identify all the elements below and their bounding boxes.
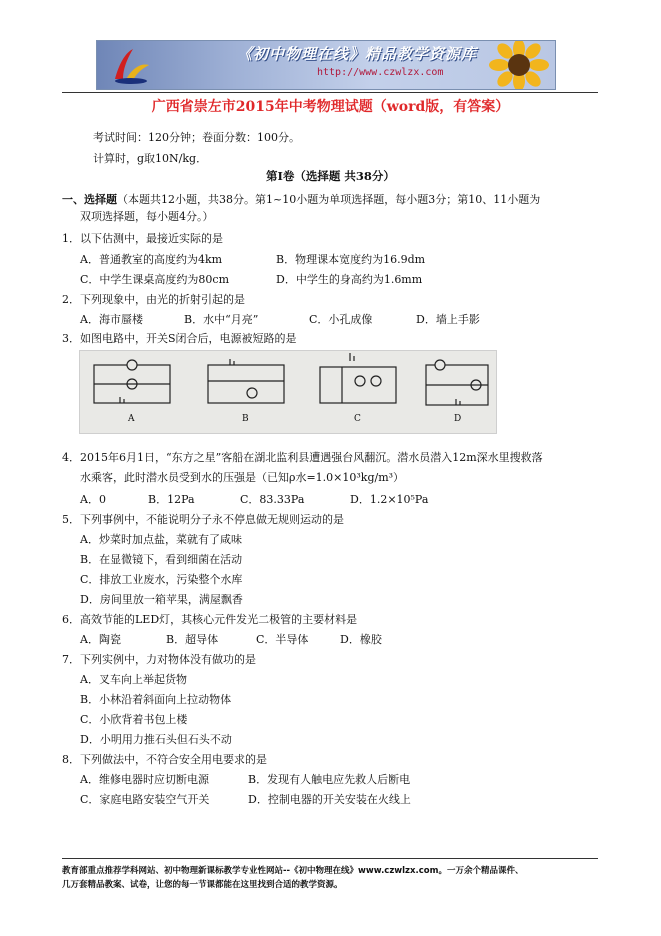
q7-option-b: B．小林沿着斜面向上拉动物体 (80, 693, 232, 706)
question-3-stem: 3．如图电路中，开关S闭合后，电源被短路的是 (62, 332, 297, 345)
q6-option-b: B．超导体 (166, 633, 219, 646)
q4-option-b: B．12Pa (148, 493, 195, 506)
q6-option-c: C．半导体 (256, 633, 309, 646)
banner-url: http://www.czwlzx.com (317, 67, 444, 78)
sunflower-icon (487, 41, 551, 89)
q4-option-c: C．83.33Pa (240, 493, 305, 506)
q7-option-a: A．叉车向上举起货物 (80, 673, 187, 686)
banner-title: 《初中物理在线》精品教学资源库 (237, 45, 478, 63)
q1-option-d: D．中学生的身高约为1.6mm (276, 273, 423, 286)
site-logo-icon (111, 47, 151, 85)
question-6-stem: 6．高效节能的LED灯，其核心元件发光二极管的主要材料是 (62, 613, 358, 626)
q5-option-a: A．炒菜时加点盐，菜就有了咸味 (80, 533, 242, 546)
circuit-label-c: C (354, 414, 361, 424)
circuit-label-b: B (242, 414, 249, 424)
header-banner (96, 40, 556, 90)
footer-divider (62, 858, 598, 859)
q7-option-c: C．小欣背着书包上楼 (80, 713, 188, 726)
section-title: 第Ⅰ卷（选择题 共38分） (266, 169, 395, 183)
circuit-diagrams (79, 350, 497, 434)
footer-line-2: 几万套精品教案、试卷，让您的每一节课都能在这里找到合适的教学资源。 (62, 880, 343, 890)
question-7-stem: 7．下列实例中，力对物体没有做功的是 (62, 653, 256, 666)
q1-option-a: A．普通教室的高度约为4km (80, 253, 223, 266)
part1-head: 一、选择题 (62, 193, 117, 206)
q8-option-c: C．家庭电路安装空气开关 (80, 793, 210, 806)
part1-desc (62, 191, 540, 207)
q5-option-c: C．排放工业废水，污染整个水库 (80, 573, 243, 586)
q2-option-c: C．小孔成像 (309, 313, 373, 326)
question-5-stem: 5．下列事例中，不能说明分子永不停息做无规则运动的是 (62, 513, 344, 526)
q5-option-b: B．在显微镜下，看到细菌在活动 (80, 553, 243, 566)
question-8-stem: 8．下列做法中，不符合安全用电要求的是 (62, 753, 267, 766)
q2-option-b: B．水中“月亮” (184, 313, 259, 326)
question-1-stem: 1．以下估测中，最接近实际的是 (62, 232, 223, 245)
q5-option-d: D．房间里放一箱苹果，满屋飘香 (80, 593, 243, 606)
q2-option-d: D．墙上手影 (416, 313, 480, 326)
header-divider (62, 92, 598, 93)
exam-time-line: 考试时间：120分钟；卷面分数：100分。 (93, 131, 300, 144)
q1-option-c: C．中学生课桌高度约为80cm (80, 273, 230, 286)
q7-option-d: D．小明用力推石头但石头不动 (80, 733, 232, 746)
q8-option-a: A．维修电器时应切断电源 (80, 773, 209, 786)
q4-option-a: A．0 (80, 493, 106, 506)
gravity-line: 计算时，g取10N/kg． (93, 152, 208, 165)
question-2-stem: 2．下列现象中，由光的折射引起的是 (62, 293, 245, 306)
q6-option-d: D．橡胶 (340, 633, 382, 646)
q8-option-b: B．发现有人触电应先救人后断电 (248, 773, 411, 786)
part1-desc-2: 双项选择题，每小题4分。） (80, 210, 214, 223)
footer-line-1: 教育部重点推荐学科网站、初中物理新课标教学专业性网站--《初中物理在线》www.czwlzx.com。一万余个精品课件、 (62, 866, 524, 876)
circuit-label-d: D (454, 414, 462, 424)
circuit-diagram-svg (80, 351, 496, 433)
page-title: 广西省崇左市2015年中考物理试题（word版，有答案） (151, 99, 510, 115)
q1-option-b: B．物理课本宽度约为16.9dm (276, 253, 426, 266)
q8-option-d: D．控制电器的开关安装在火线上 (248, 793, 411, 806)
question-4-stem-2: 水乘客，此时潜水员受到水的压强是（已知ρ水=1.0×10³kg/m³） (80, 471, 405, 484)
part1-desc-1: （本题共12小题，共38分。第1~10小题为单项选择题，每小题3分；第10、11小题为 (117, 193, 541, 206)
q2-option-a: A．海市蜃楼 (80, 313, 143, 326)
question-4-stem-1: 4．2015年6月1日，“东方之星”客船在湖北监利县遭遇强台风翻沉。潜水员潜入12m深水里搜救落 (62, 451, 543, 464)
q6-option-a: A．陶瓷 (80, 633, 121, 646)
q4-option-d: D．1.2×10⁵Pa (350, 493, 429, 506)
circuit-label-a: A (128, 414, 135, 424)
